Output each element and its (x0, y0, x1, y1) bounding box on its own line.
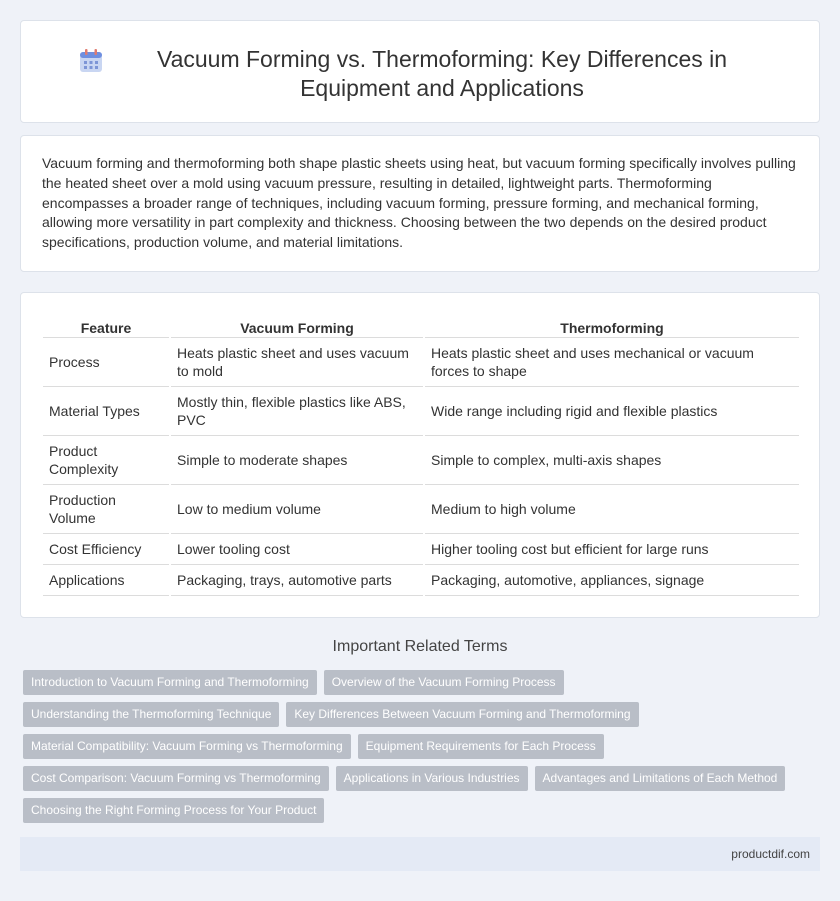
thermo-cell: Wide range including rigid and flexible plastics (424, 386, 799, 435)
feature-cell: Process (43, 337, 170, 386)
header-feature: Feature (43, 315, 170, 337)
related-term-tag[interactable]: Key Differences Between Vacuum Forming and Thermoforming (286, 702, 638, 727)
feature-cell: Cost Efficiency (43, 533, 170, 564)
thermo-cell: Heats plastic sheet and uses mechanical or vacuum forces to shape (424, 337, 799, 386)
thermo-cell: Simple to complex, multi-axis shapes (424, 435, 799, 484)
table-row (43, 435, 799, 484)
table-row (43, 564, 799, 595)
calendar-icon (78, 48, 104, 74)
table-header-row (43, 315, 799, 337)
feature-cell: Applications (43, 564, 170, 595)
table-row (43, 337, 799, 386)
related-term-tag[interactable]: Applications in Various Industries (336, 766, 528, 791)
related-term-tag[interactable]: Choosing the Right Forming Process for Your Product (23, 798, 324, 823)
footer (20, 837, 820, 871)
vacuum-cell: Lower tooling cost (170, 533, 424, 564)
vacuum-cell: Low to medium volume (170, 484, 424, 533)
related-terms-title: Important Related Terms (332, 638, 508, 655)
vacuum-cell: Heats plastic sheet and uses vacuum to mold (170, 337, 424, 386)
related-terms-list (23, 670, 823, 830)
header-vacuum-forming: Vacuum Forming (170, 315, 424, 337)
related-term-tag[interactable]: Advantages and Limitations of Each Method (535, 766, 786, 791)
feature-cell: Production Volume (43, 484, 170, 533)
related-term-tag[interactable]: Cost Comparison: Vacuum Forming vs Thermoforming (23, 766, 329, 791)
vacuum-cell: Simple to moderate shapes (170, 435, 424, 484)
intro-paragraph: Vacuum forming and thermoforming both shape plastic sheets using heat, but vacuum forming specifically involves pulling the heated sheet over a mold using vacuum pressure, resulting in detailed, lightweight parts. Thermoforming encompasses a broader range of techniques, including vacuum forming, pressure forming, and mechanical forming, allowing more versatility in part complexity and thickness. Choosing between the two depends on the desired product specifications, production volume, and material limitations. (42, 155, 796, 251)
intro-card (20, 135, 820, 272)
comparison-table (43, 315, 799, 596)
related-term-tag[interactable]: Overview of the Vacuum Forming Process (324, 670, 564, 695)
related-term-tag[interactable]: Introduction to Vacuum Forming and Thermoforming (23, 670, 317, 695)
feature-cell: Product Complexity (43, 435, 170, 484)
title-card (20, 20, 820, 123)
table-row (43, 386, 799, 435)
vacuum-cell: Packaging, trays, automotive parts (170, 564, 424, 595)
page-title: Vacuum Forming vs. Thermoforming: Key Differences in Equipment and Applications (156, 46, 728, 101)
related-term-tag[interactable]: Material Compatibility: Vacuum Forming vs Thermoforming (23, 734, 351, 759)
thermo-cell: Packaging, automotive, appliances, signage (424, 564, 799, 595)
feature-cell: Material Types (43, 386, 170, 435)
header-thermoforming: Thermoforming (424, 315, 799, 337)
thermo-cell: Higher tooling cost but efficient for large runs (424, 533, 799, 564)
table-row (43, 484, 799, 533)
footer-site-link[interactable]: productdif.com (731, 847, 810, 861)
vacuum-cell: Mostly thin, flexible plastics like ABS, PVC (170, 386, 424, 435)
thermo-cell: Medium to high volume (424, 484, 799, 533)
comparison-card (20, 292, 820, 618)
related-term-tag[interactable]: Understanding the Thermoforming Technique (23, 702, 279, 727)
table-row (43, 533, 799, 564)
related-term-tag[interactable]: Equipment Requirements for Each Process (358, 734, 604, 759)
